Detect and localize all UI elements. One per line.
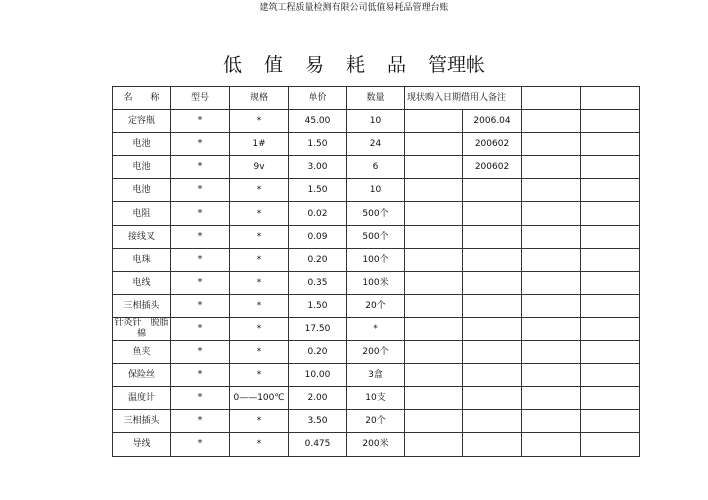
cell-name: 三相插头 — [113, 410, 171, 433]
cell-status — [405, 133, 463, 156]
cell-remark — [581, 225, 640, 248]
cell-price: 1.50 — [289, 294, 347, 317]
table-row — [113, 317, 640, 340]
cell-qty: 10 — [347, 179, 405, 202]
cell-model: * — [171, 179, 230, 202]
cell-borrower — [522, 364, 581, 387]
cell-date — [463, 271, 522, 294]
cell-status — [405, 364, 463, 387]
cell-date — [463, 202, 522, 225]
cell-model: * — [171, 387, 230, 410]
cell-spec: * — [230, 179, 289, 202]
cell-date — [463, 341, 522, 364]
cell-status — [405, 341, 463, 364]
cell-borrower — [522, 410, 581, 433]
col-header-blank — [522, 87, 581, 110]
cell-model: * — [171, 364, 230, 387]
cell-borrower — [522, 179, 581, 202]
cell-qty: * — [347, 317, 405, 340]
cell-price: 3.50 — [289, 410, 347, 433]
cell-status — [405, 410, 463, 433]
cell-qty: 100个 — [347, 248, 405, 271]
cell-remark — [581, 179, 640, 202]
cell-date — [463, 179, 522, 202]
cell-status — [405, 294, 463, 317]
cell-remark — [581, 433, 640, 456]
table-row — [113, 133, 640, 156]
cell-qty: 10 — [347, 110, 405, 133]
title-char: 管理帐 — [428, 54, 486, 76]
cell-name: 鱼夹 — [113, 341, 171, 364]
cell-spec: * — [230, 248, 289, 271]
cell-price: 0.475 — [289, 433, 347, 456]
cell-spec: 9v — [230, 156, 289, 179]
cell-borrower — [522, 317, 581, 340]
title-char: 低 — [222, 54, 242, 76]
cell-qty: 200米 — [347, 433, 405, 456]
cell-borrower — [522, 387, 581, 410]
cell-qty: 20个 — [347, 410, 405, 433]
cell-qty: 6 — [347, 156, 405, 179]
cell-qty: 500个 — [347, 225, 405, 248]
cell-name: 电线 — [113, 271, 171, 294]
cell-price: 45.00 — [289, 110, 347, 133]
cell-spec: * — [230, 110, 289, 133]
col-header-price: 单价 — [289, 87, 347, 110]
cell-qty: 3盒 — [347, 364, 405, 387]
cell-model: * — [171, 341, 230, 364]
cell-spec: * — [230, 364, 289, 387]
cell-spec: * — [230, 202, 289, 225]
cell-name: 电池 — [113, 156, 171, 179]
cell-price: 2.00 — [289, 387, 347, 410]
table-row — [113, 156, 640, 179]
cell-status — [405, 248, 463, 271]
cell-remark — [581, 294, 640, 317]
cell-date — [463, 225, 522, 248]
cell-remark — [581, 202, 640, 225]
cell-price: 17.50 — [289, 317, 347, 340]
cell-remark — [581, 133, 640, 156]
cell-remark — [581, 317, 640, 340]
header-row — [113, 87, 640, 110]
col-header-qty: 数量 — [347, 87, 405, 110]
cell-date — [463, 248, 522, 271]
cell-remark — [581, 364, 640, 387]
cell-model: * — [171, 317, 230, 340]
cell-status — [405, 433, 463, 456]
cell-spec: * — [230, 410, 289, 433]
cell-status — [405, 225, 463, 248]
cell-name: 电池 — [113, 179, 171, 202]
cell-price: 10.00 — [289, 364, 347, 387]
cell-borrower — [522, 341, 581, 364]
cell-remark — [581, 271, 640, 294]
cell-model: * — [171, 156, 230, 179]
cell-price: 1.50 — [289, 133, 347, 156]
table-row — [113, 179, 640, 202]
table-row — [113, 225, 640, 248]
cell-status — [405, 156, 463, 179]
title-char: 值 — [263, 54, 283, 76]
cell-model: * — [171, 271, 230, 294]
table-row — [113, 202, 640, 225]
cell-model: * — [171, 133, 230, 156]
cell-borrower — [522, 156, 581, 179]
cell-qty: 20个 — [347, 294, 405, 317]
cell-spec: * — [230, 271, 289, 294]
cell-status — [405, 179, 463, 202]
document-header: 建筑工程质量检测有限公司低值易耗品管理台账 — [259, 3, 449, 13]
cell-spec: 1# — [230, 133, 289, 156]
title-char: 品 — [387, 54, 407, 76]
cell-name: 保险丝 — [113, 364, 171, 387]
cell-status — [405, 202, 463, 225]
table-row — [113, 433, 640, 456]
cell-model: * — [171, 225, 230, 248]
cell-status — [405, 317, 463, 340]
table-row — [113, 271, 640, 294]
title-char: 易 — [304, 54, 324, 76]
cell-name: 导线 — [113, 433, 171, 456]
cell-date — [463, 433, 522, 456]
table-row — [113, 248, 640, 271]
cell-price: 3.00 — [289, 156, 347, 179]
cell-price: 0.02 — [289, 202, 347, 225]
cell-spec: * — [230, 433, 289, 456]
table-row — [113, 341, 640, 364]
col-header-name: 名 称 — [113, 87, 171, 110]
cell-price: 0.20 — [289, 248, 347, 271]
cell-spec: 0——100℃ — [230, 387, 289, 410]
cell-remark — [581, 410, 640, 433]
cell-name: 电池 — [113, 133, 171, 156]
cell-qty: 500个 — [347, 202, 405, 225]
cell-spec: * — [230, 225, 289, 248]
title-char: 耗 — [346, 54, 366, 76]
cell-date: 2006.04 — [463, 110, 522, 133]
cell-name: 接线叉 — [113, 225, 171, 248]
cell-spec: * — [230, 341, 289, 364]
cell-model: * — [171, 410, 230, 433]
cell-price: 0.35 — [289, 271, 347, 294]
col-header-status: 现状购入日期借用人备注 — [405, 87, 522, 110]
cell-name: 电阻 — [113, 202, 171, 225]
cell-status — [405, 110, 463, 133]
cell-model: * — [171, 294, 230, 317]
cell-borrower — [522, 248, 581, 271]
document-title — [0, 50, 708, 77]
cell-date: 200602 — [463, 133, 522, 156]
cell-status — [405, 271, 463, 294]
cell-qty: 24 — [347, 133, 405, 156]
cell-price: 0.20 — [289, 341, 347, 364]
table-row — [113, 387, 640, 410]
cell-name: 温度计 — [113, 387, 171, 410]
cell-spec: * — [230, 317, 289, 340]
cell-model: * — [171, 433, 230, 456]
cell-borrower — [522, 110, 581, 133]
ledger-table — [112, 86, 640, 457]
cell-borrower — [522, 433, 581, 456]
cell-status — [405, 387, 463, 410]
cell-borrower — [522, 133, 581, 156]
table-row — [113, 410, 640, 433]
cell-borrower — [522, 294, 581, 317]
cell-borrower — [522, 271, 581, 294]
cell-date — [463, 294, 522, 317]
cell-remark — [581, 341, 640, 364]
cell-borrower — [522, 225, 581, 248]
cell-remark — [581, 156, 640, 179]
cell-name: 三相插头 — [113, 294, 171, 317]
cell-qty: 100米 — [347, 271, 405, 294]
cell-date — [463, 317, 522, 340]
cell-remark — [581, 248, 640, 271]
cell-qty: 200个 — [347, 341, 405, 364]
cell-date — [463, 364, 522, 387]
table-row — [113, 364, 640, 387]
table-row — [113, 294, 640, 317]
cell-date — [463, 387, 522, 410]
cell-borrower — [522, 202, 581, 225]
cell-remark — [581, 387, 640, 410]
cell-model: * — [171, 248, 230, 271]
table-row — [113, 110, 640, 133]
cell-remark — [581, 110, 640, 133]
cell-name: 电珠 — [113, 248, 171, 271]
cell-date: 200602 — [463, 156, 522, 179]
cell-model: * — [171, 110, 230, 133]
cell-price: 1.50 — [289, 179, 347, 202]
cell-name: 针灸针 脱脂棉 — [114, 317, 169, 339]
cell-date — [463, 410, 522, 433]
cell-qty: 10支 — [347, 387, 405, 410]
col-header-blank — [581, 87, 640, 110]
col-header-model: 型号 — [171, 87, 230, 110]
cell-spec: * — [230, 294, 289, 317]
col-header-spec: 规格 — [230, 87, 289, 110]
cell-model: * — [171, 202, 230, 225]
cell-price: 0.09 — [289, 225, 347, 248]
cell-name: 定容瓶 — [113, 110, 171, 133]
